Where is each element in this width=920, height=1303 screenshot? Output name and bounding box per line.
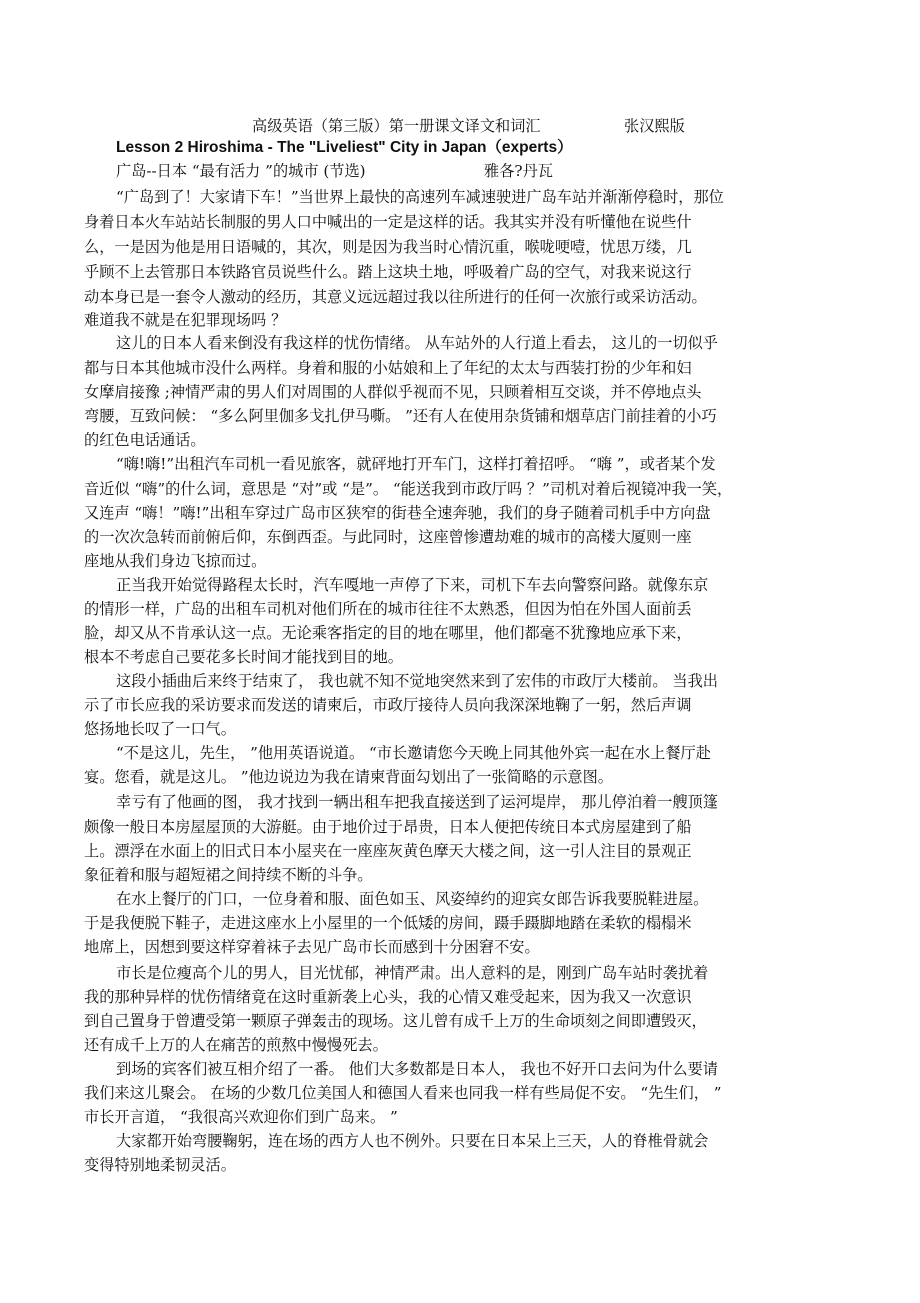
body-line: “广岛到了！大家请下车！”当世界上最快的高速列车减速驶进广岛车站并渐渐停稳时，那位 — [116, 188, 724, 206]
body-line: 的一次次急转而前俯后仰，东倒西歪。与此同时，这座曾惨遭劫难的城市的高楼大厦则一座 — [84, 528, 692, 546]
body-line: 大家都开始弯腰鞠躬，连在场的西方人也不例外。只要在日本呆上三天，人的脊椎骨就会 — [116, 1132, 709, 1150]
document-title: 高级英语（第三版）第一册课文译文和词汇 — [252, 117, 541, 135]
body-line: 座地从我们身边飞掠而过。 — [84, 552, 267, 570]
body-line: 地席上，因想到要这样穿着袜子去见广岛市长而感到十分困窘不安。 — [84, 938, 540, 956]
body-line: 弯腰，互致问候： “多么阿里伽多戈扎伊马嘶。 ”还有人在使用杂货铺和烟草店门前挂着的小巧 — [84, 407, 717, 425]
edition-author: 张汉熙版 — [624, 117, 685, 135]
lesson-heading: Lesson 2 Hiroshima - The "Liveliest" City in Japan（experts） — [116, 139, 573, 156]
body-line: 示了市长应我的采访要求而发送的请柬后，市政厅接待人员向我深深地鞠了一躬，然后声调 — [84, 696, 692, 714]
body-line: 乎顾不上去管那日本铁路官员说些什么。踏上这块土地，呼吸着广岛的空气，对我来说这行 — [84, 263, 692, 281]
body-line: 到场的宾客们被互相介绍了一番。 他们大多数都是日本人， 我也不好开口去问为什么要请 — [116, 1060, 718, 1078]
body-line: 悠扬地长叹了一口气。 — [84, 720, 236, 738]
body-line: 的情形一样，广岛的出租车司机对他们所在的城市往往不太熟悉，但因为怕在外国人面前丢 — [84, 600, 692, 618]
body-line: “不是这儿，先生， ”他用英语说道。 “市长邀请您今天晚上同其他外宾一起在水上餐厅赴 — [116, 744, 711, 762]
body-line: 颇像一般日本房屋屋顶的大游艇。由于地价过于昂贵，日本人便把传统日本式房屋建到了船 — [84, 818, 692, 836]
body-line: 我们来这儿聚会。 在场的少数几位美国人和德国人看来也同我一样有些局促不安。 “先生们， ” — [84, 1084, 722, 1102]
body-line: 这段小插曲后来终于结束了， 我也就不知不觉地突然来到了宏伟的市政厅大楼前。 当我出 — [116, 672, 718, 690]
body-line: 都与日本其他城市没什么两样。身着和服的小姑娘和上了年纪的太太与西装打扮的少年和妇 — [84, 359, 692, 377]
body-line: 脸，却又从不肯承认这一点。无论乘客指定的目的地在哪里，他们都毫不犹豫地应承下来， — [84, 624, 692, 642]
body-line: 身着日本火车站站长制服的男人口中喊出的一定是这样的话。我其实并没有听懂他在说些什 — [84, 213, 692, 231]
body-line: 我的那种异样的忧伤情绪竟在这时重新袭上心头，我的心情又难受起来，因为我又一次意识 — [84, 988, 692, 1006]
body-line: 变得特别地柔韧灵活。 — [84, 1156, 236, 1174]
body-line: 幸亏有了他画的图， 我才找到一辆出租车把我直接送到了运河堤岸， 那儿停泊着一艘顶篷 — [116, 793, 718, 811]
article-author: 雅各?丹瓦 — [484, 162, 553, 180]
body-line: 难道我不就是在犯罪现场吗 ？ — [84, 311, 287, 329]
body-line: 象征着和服与超短裙之间持续不断的斗争。 — [84, 866, 373, 884]
body-line: 的红色电话通话。 — [84, 431, 206, 449]
body-line: 市长是位瘦高个儿的男人，目光忧郁，神情严肃。出人意料的是，刚到广岛车站时袭扰着 — [116, 964, 709, 982]
body-line: 在水上餐厅的门口，一位身着和服、面色如玉、风姿绰约的迎宾女郎告诉我要脱鞋进屋。 — [116, 890, 709, 908]
body-line: 于是我便脱下鞋子，走进这座水上小屋里的一个低矮的房间，蹑手蹑脚地踏在柔软的榻榻米 — [84, 914, 692, 932]
body-line: 么，一是因为他是用日语喊的，其次，则是因为我当时心情沉重，喉咙哽噎，忧思万缕，几 — [84, 238, 692, 256]
chinese-title: 广岛--日本 “最有活力 ”的城市 (节选) — [116, 162, 366, 180]
body-line: 正当我开始觉得路程太长时，汽车嘎地一声停了下来，司机下车去向警察问路。就像东京 — [116, 576, 709, 594]
body-line: 音近似 “嗨”的什么词，意思是 “对”或 “是”。 “能送我到市政厅吗 ？”司机对着后视镜冲我一笑， — [84, 480, 733, 498]
body-line: 女摩肩接豫 ;神情严肃的男人们对周围的人群似乎视而不见，只顾着相互交谈，并不停地点头 — [84, 383, 702, 401]
body-line: 又连声 “嗨！”嗨!”出租车穿过广岛市区狭窄的街巷全速奔驰，我们的身子随着司机手中方向盘 — [84, 504, 711, 522]
body-line: 宴。您看，就是这儿。 ”他边说边为我在请柬背面勾划出了一张简略的示意图。 — [84, 768, 613, 786]
body-line: “嗨!嗨!”出租汽车司机一看见旅客，就砰地打开车门，这样打着招呼。 “嗨 ”，或者某个发 — [116, 455, 716, 473]
body-line: 还有成千上万的人在痛苦的煎熬中慢慢死去。 — [84, 1036, 388, 1054]
body-line: 动本身已是一套令人激动的经历，其意义远远超过我以往所进行的任何一次旅行或采访活动。 — [84, 288, 707, 306]
subtitle-line — [116, 160, 553, 182]
body-line: 这儿的日本人看来倒没有我这样的忧伤情绪。 从车站外的人行道上看去， 这儿的一切似乎 — [116, 334, 718, 352]
body-line: 根本不考虑自己要花多长时间才能找到目的地。 — [84, 648, 403, 666]
body-line: 上。漂浮在水面上的旧式日本小屋夹在一座座灰黄色摩天大楼之间，这一引人注目的景观正 — [84, 842, 692, 860]
document-title-line — [252, 115, 685, 137]
body-line: 市长开言道， “我很高兴欢迎你们到广岛来。 ” — [84, 1108, 398, 1126]
body-line: 到自己置身于曾遭受第一颗原子弹轰击的现场。这儿曾有成千上万的生命顷刻之间即遭毁灭， — [84, 1012, 707, 1030]
